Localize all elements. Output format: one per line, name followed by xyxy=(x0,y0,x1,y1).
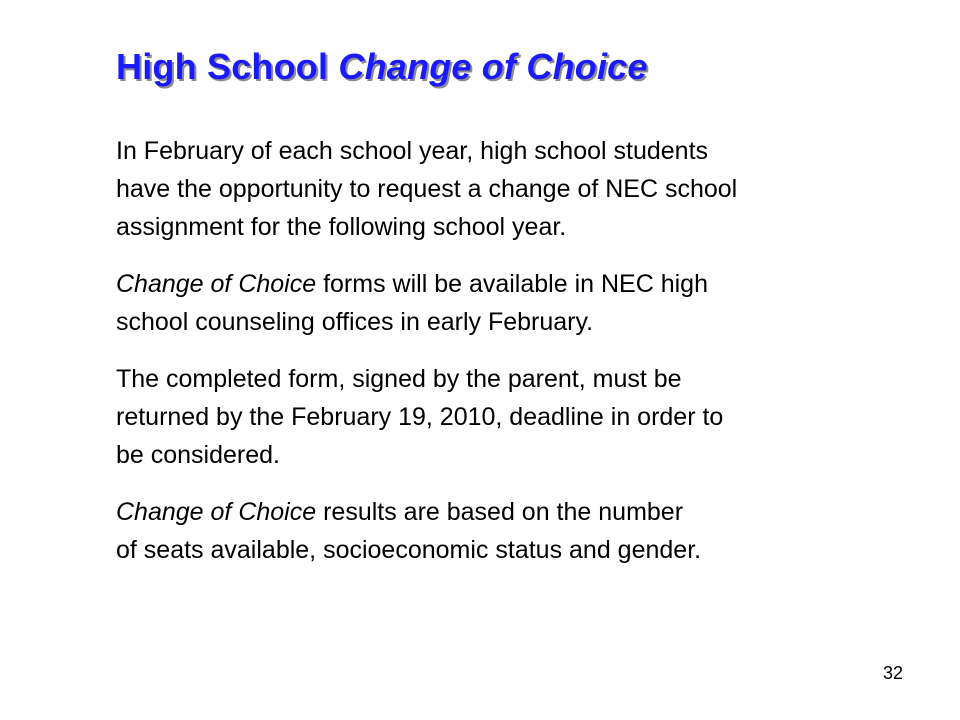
line-text: results are based on the number xyxy=(316,498,684,526)
title-normal-text: High School xyxy=(116,46,339,87)
title-italic-text: Change of Choice xyxy=(338,46,648,87)
paragraph-line: be considered. xyxy=(116,441,281,469)
paragraph-deadline xyxy=(116,360,936,474)
paragraph-forms-availability xyxy=(116,265,936,341)
paragraph-line: school counseling offices in early February. xyxy=(116,308,594,336)
slide-body xyxy=(116,132,936,588)
line-text: forms will be available in NEC high xyxy=(316,270,708,298)
paragraph-line: assignment for the following school year. xyxy=(116,213,567,241)
paragraph-line xyxy=(116,265,936,303)
paragraph-line: of seats available, socioeconomic status and gender. xyxy=(116,536,702,564)
paragraph-line: The completed form, signed by the parent, must be xyxy=(116,365,682,393)
paragraph-results-basis xyxy=(116,493,936,569)
paragraph-february-opportunity xyxy=(116,132,936,246)
slide-title xyxy=(116,46,648,88)
paragraph-line: returned by the February 19, 2010, deadline in order to xyxy=(116,403,724,431)
italic-term: Change of Choice xyxy=(116,498,317,526)
page-number: 32 xyxy=(882,663,903,683)
paragraph-line xyxy=(116,493,936,531)
paragraph-line: In February of each school year, high school students xyxy=(116,137,709,165)
italic-term: Change of Choice xyxy=(116,270,317,298)
paragraph-line: have the opportunity to request a change of NEC school xyxy=(116,175,738,203)
